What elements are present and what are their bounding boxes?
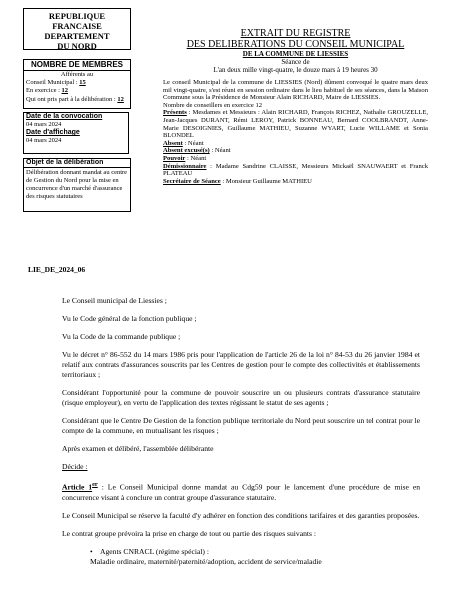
extrait-title-2: DES DELIBERATIONS DU CONSEIL MUNICIPAL xyxy=(186,39,405,50)
extrait-commune: DE LA COMMUNE DE LIESSIES xyxy=(242,50,349,58)
objet-text: Délibération donnant mandat au centre de Gestion du Nord pour la mise en concurrence d'un marché d'assurance des risques statutaires xyxy=(26,169,128,200)
header-republique: REPUBLIQUE FRANCAISE xyxy=(48,11,106,31)
header-departement: DEPARTEMENT xyxy=(44,31,110,41)
body-p9: Le contrat groupe prévoira la prise en charge de tout ou partie des risques suivants : xyxy=(62,528,316,538)
members-exercice: En exercice : 12 xyxy=(26,87,69,95)
extrait-date-line: L'an deux mille vingt-quatre, le douze mars à 19 heures 30 xyxy=(213,66,378,74)
body-p3: Vu la Code de la commande publique ; xyxy=(62,332,181,341)
members-afferents: Afférents au xyxy=(60,71,94,78)
extrait-presents: Présents : Mesdames et Messieurs : Alain RICHARD, François RICHEZ, Nathalie GROUZELLE, Jean-Jacques DURANT, Rémi LEROY, Patrick BONNEAU, Bernard COOLBRANDT, Anne-Marie DESOIGNIES, Guillaume MATHIEU, Suzanne WYART, Lucie WILLAME et Sonia BLONDEL xyxy=(163,109,428,140)
deliberation-reference: LIE_DE_2024_06 xyxy=(28,265,86,274)
extrait-absent: Absent : Néant xyxy=(163,139,204,147)
body-bullet-1: • Agents CNRACL (régime spécial) : xyxy=(90,546,209,556)
deliberation-body xyxy=(62,296,420,567)
convocation-box xyxy=(23,112,129,154)
header-nord: DU NORD xyxy=(57,41,97,51)
bullet-icon: • xyxy=(90,546,93,556)
objet-label: Objet de la délibération xyxy=(24,159,130,168)
objet-box xyxy=(23,158,131,212)
extrait-title-1: EXTRAIT DU REGISTRE xyxy=(240,28,351,39)
members-box xyxy=(23,59,131,109)
members-exercice-value: 12 xyxy=(61,87,69,95)
body-bullet-1-sub: Maladie ordinaire, maternité/paternité/adoption, accident de service/maladie xyxy=(90,556,322,566)
body-p8: Le Conseil Municipal se réserve la faculté d'y adhérer en fonction des conditions tarifaires et des garanties proposées. xyxy=(62,510,420,520)
body-decide: Décide : xyxy=(62,462,88,471)
extrait-secretaire: Secrétaire de Séance : Monsieur Guillaume MATHIEU xyxy=(163,177,312,185)
convocation-date: 04 mars 2024 xyxy=(26,121,62,128)
members-part-value: 12 xyxy=(117,95,124,103)
extrait-pouvoir: Pouvoir : Néant xyxy=(163,154,207,162)
body-p5: Considérant l'opportunité pour la commune de pouvoir souscrire un ou plusieurs contrats d'assurance statutaire (risque employeur), en vertu de l'application des textes régissant le statut de ses agents ; xyxy=(62,388,420,407)
members-conseil: Conseil Municipal : 15 xyxy=(26,79,86,87)
body-p4: Vu le décret n° 86-552 du 14 mars 1986 pris pour l'application de l'article 26 de la loi n° 84-53 du 26 janvier 1984 et relatif aux contrats d'assurances souscrits par les Centres de gestion pour le compte des collectivités et établissements territoriaux ; xyxy=(62,350,420,379)
extrait-demission: Démissionnaire : Madame Sandrine CLAISSE, Messieurs Mickaël SNAUWAERT et Franck PLATEAU xyxy=(163,162,428,178)
convocation-label: Date de la convocation xyxy=(26,113,103,120)
body-p2: Vu le Code général de la fonction publique ; xyxy=(62,314,197,323)
extrait-excuses: Absent excusé(s) : Néant xyxy=(163,147,231,155)
body-p1: Le Conseil municipal de Liessies ; xyxy=(62,296,167,305)
header-box xyxy=(23,8,131,50)
extrait-seance: Séance de xyxy=(281,58,310,66)
body-article-1: Article 1er : Le Conseil Municipal donne mandat au Cdg59 pour le lancement d'une procédure de mise en concurrence visant à conclure un contrat groupe d'assurance statutaire. xyxy=(62,481,420,502)
affichage-date: 04 mars 2024 xyxy=(26,137,62,144)
extrait-nombre: Nombre de conseillers en exercice 12 xyxy=(163,101,263,109)
members-part: Qui ont pris part à la délibération : 12 xyxy=(26,95,124,103)
body-p7: Après examen et délibéré, l'assemblée délibérante xyxy=(62,444,214,453)
extrait-section xyxy=(163,28,428,185)
members-conseil-value: 15 xyxy=(79,79,86,87)
affichage-label: Date d'affichage xyxy=(26,129,80,136)
extrait-intro: Le conseil Municipal de la commune de LIESSIES (Nord) dûment convoqué le quatre mars deux mil vingt-quatre, s'est réuni en session ordinaire dans le lieu habituel de ses séances, dans la Maison Commune sous la Présidence de Monsieur Alain RICHARD, Maire de LIESSIES. xyxy=(163,79,428,102)
members-title: NOMBRE DE MEMBRES xyxy=(24,60,130,71)
body-p6: Considérant que le Centre De Gestion de la fonction publique territoriale du Nord peut souscrire un tel contrat pour le compte de la commune, en mutualisant les risques ; xyxy=(62,416,420,435)
